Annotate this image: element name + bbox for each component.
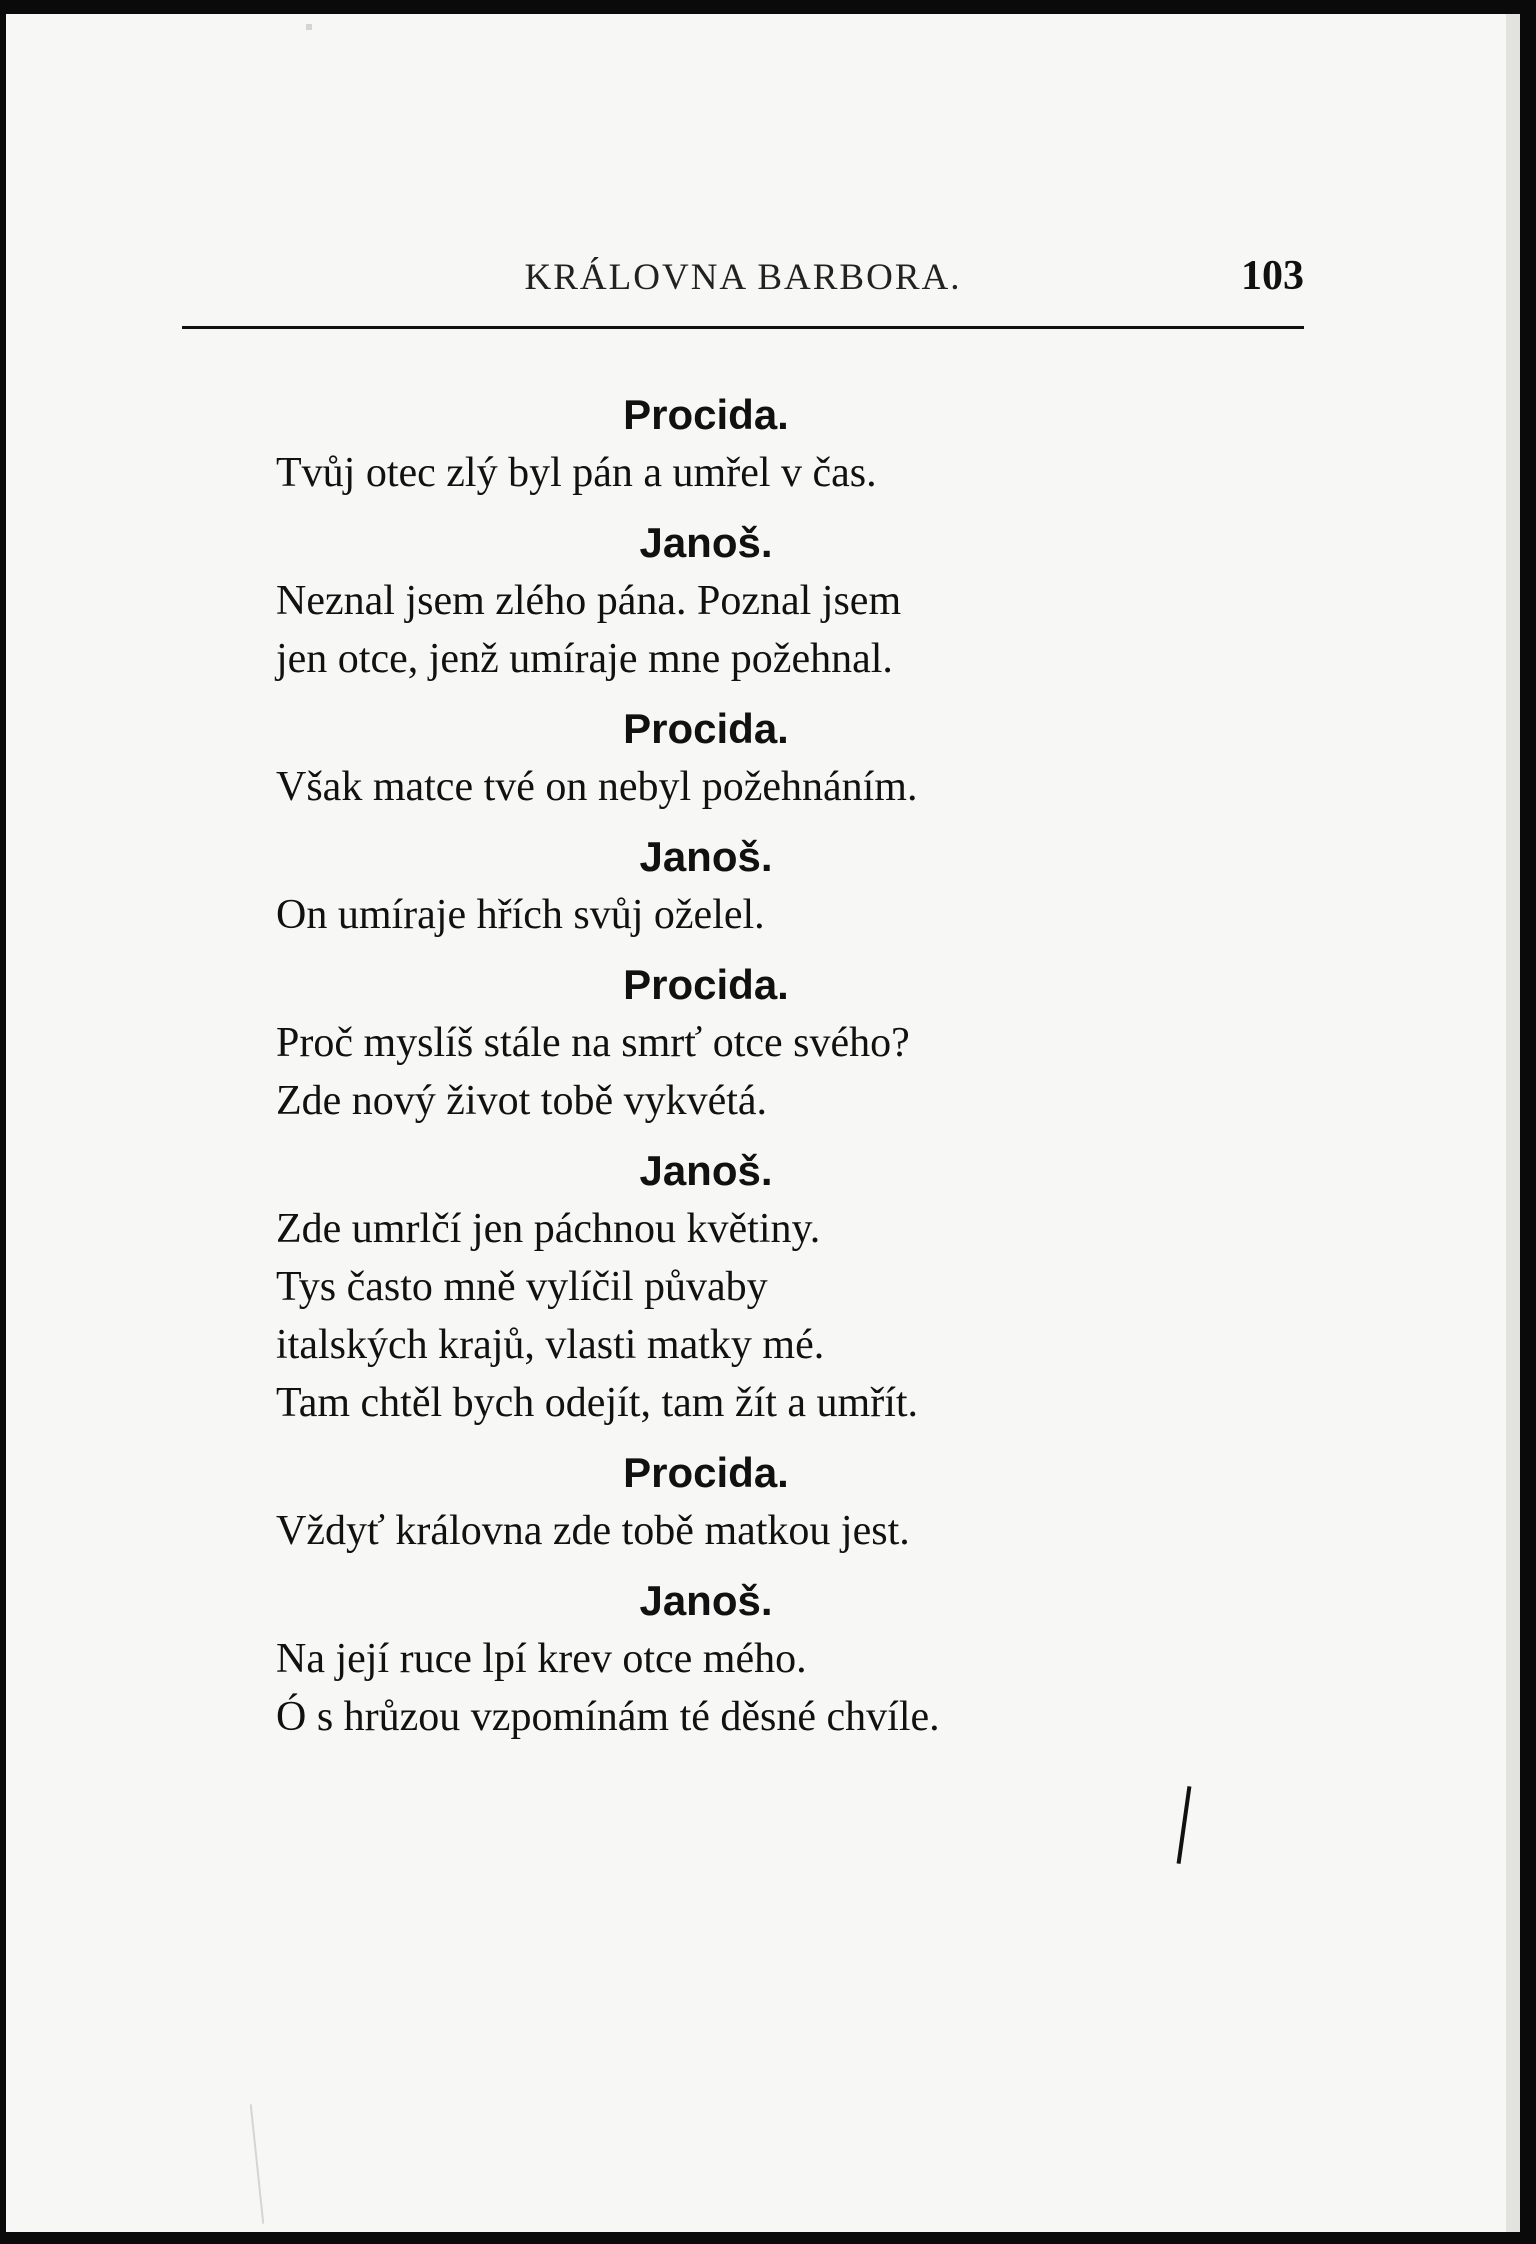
verse-line: Však matce tvé on nebyl požehnáním. — [276, 764, 918, 810]
dialogue-block — [276, 386, 1256, 502]
verse-line: Na její ruce lpí krev otce mého. — [276, 1636, 807, 1682]
scan-scratch — [250, 2104, 265, 2224]
verse-line: Ó s hrůzou vzpomínám té děsné chvíle. — [276, 1694, 940, 1740]
verse-line: Zde nový život tobě vykvétá. — [276, 1078, 768, 1124]
dialogue-block — [276, 828, 1256, 944]
speaker-name: Procida. — [623, 705, 789, 752]
verse-line: Tam chtěl bych odejít, tam žít a umřít. — [276, 1380, 919, 1426]
dialogue-block — [276, 700, 1256, 816]
dialogue-block — [276, 1142, 1256, 1432]
verse-line: On umíraje hřích svůj oželel. — [276, 892, 765, 938]
dialogue-block — [276, 1572, 1256, 1746]
speaker-name: Janoš. — [639, 1577, 773, 1624]
verse-line: jen otce, jenž umíraje mne požehnal. — [276, 636, 893, 682]
verse-line: Vždyť královna zde tobě matkou jest. — [276, 1508, 910, 1554]
header-rule — [182, 326, 1304, 329]
verse-line: Zde umrlčí jen páchnou květiny. — [276, 1206, 821, 1252]
page-header — [182, 236, 1304, 306]
margin-pencil-mark — [1177, 1786, 1192, 1864]
verse-line: Neznal jsem zlého pána. Poznal jsem — [276, 578, 902, 624]
speaker-name: Janoš. — [639, 519, 773, 566]
page-number: 103 — [1241, 253, 1304, 299]
verse-line: Tys často mně vylíčil půvaby — [276, 1264, 768, 1310]
verse-line: italských krajů, vlasti matky mé. — [276, 1322, 825, 1368]
dialogue-text — [276, 386, 1256, 1758]
speaker-name: Janoš. — [639, 833, 773, 880]
running-title: KRÁLOVNA BARBORA. — [524, 257, 962, 298]
scan-speck — [306, 24, 312, 30]
verse-line: Proč myslíš stále na smrť otce svého? — [276, 1020, 910, 1066]
speaker-name: Procida. — [623, 1449, 789, 1496]
speaker-name: Procida. — [623, 961, 789, 1008]
dialogue-block — [276, 1444, 1256, 1560]
dialogue-block — [276, 514, 1256, 688]
verse-line: Tvůj otec zlý byl pán a umřel v čas. — [276, 450, 877, 496]
book-page — [6, 14, 1520, 2232]
dialogue-block — [276, 956, 1256, 1130]
speaker-name: Janoš. — [639, 1147, 773, 1194]
speaker-name: Procida. — [623, 391, 789, 438]
scan-edge-shadow — [1506, 14, 1520, 2232]
